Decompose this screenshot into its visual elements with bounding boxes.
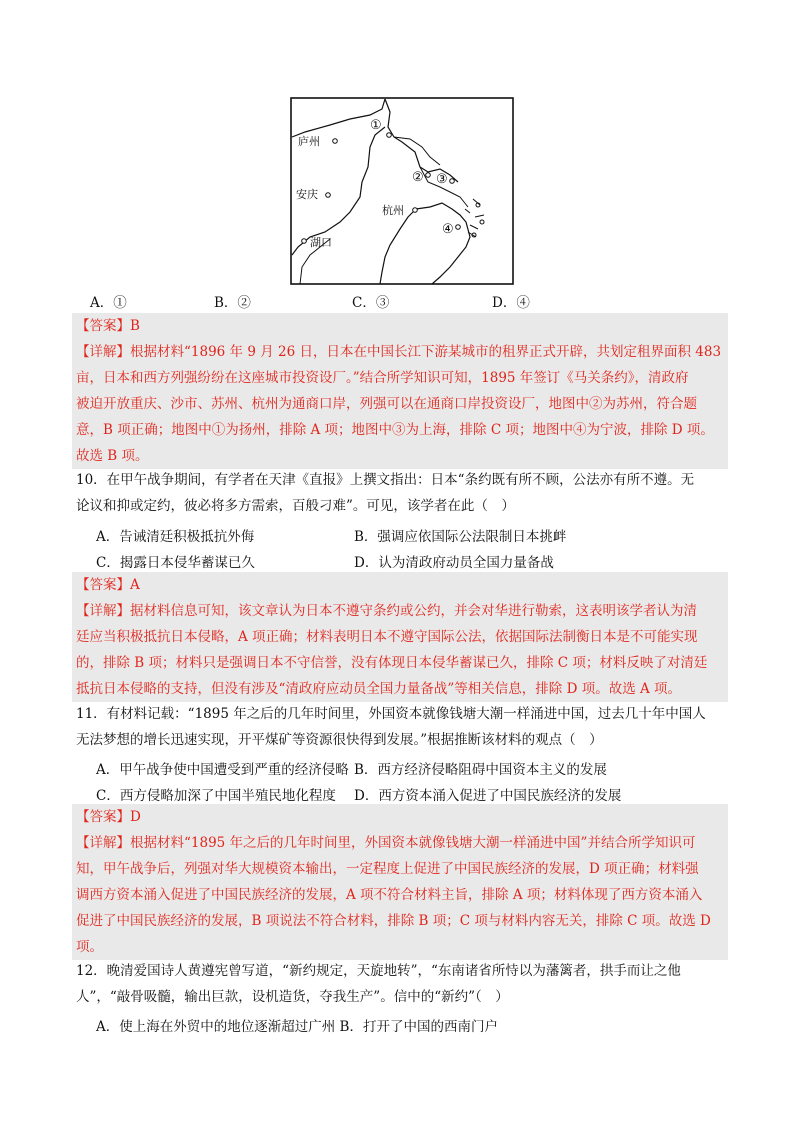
- q12-option-a-b[interactable]: A．使上海在外贸中的地位逐渐超过广州 B．打开了中国的西南门户: [96, 1019, 498, 1035]
- q11-explanation-line: 【详解】根据材料“1895 年之后的几年时间里，外国资本就像钱塘大潮一样涌进中国”并结合所学知识可: [76, 835, 696, 851]
- q9-answer-box: [72, 313, 728, 469]
- label-hangzhou: 杭州: [382, 204, 404, 217]
- q10-option-d[interactable]: D．认为清政府动员全国力量备战: [354, 555, 554, 571]
- point-3-marker: [450, 179, 455, 184]
- hangzhou-marker: [413, 208, 418, 213]
- q12-stem: [76, 958, 726, 1010]
- anqing-marker: [326, 193, 331, 198]
- q12-stem-line: 人”，“敲骨吸髓，输出巨款，设机造货，夺我生产”。信中的“新约”（ ）: [76, 989, 509, 1005]
- q10-option-c[interactable]: C．揭露日本侵华蓄谋已久: [96, 555, 255, 571]
- q10-explanation-line: 抵抗日本侵略的支持，但没有涉及“清政府应动员全国力量备战”等相关信息，排除 D 项。故选 A 项。: [76, 681, 682, 697]
- label-anqing: 安庆: [296, 188, 318, 201]
- q10-answer-label: 【答案】A: [76, 577, 140, 593]
- map-figure: [290, 97, 514, 285]
- q11-answer-label: 【答案】D: [76, 809, 141, 825]
- q11-explanation-line: 调西方资本涌入促进了中国民族经济的发展，A 项不符合材料主旨，排除 A 项；材料体现了西方资本涌入: [76, 887, 703, 903]
- q11-explanation-line: 项。: [76, 939, 103, 955]
- q11-option-b[interactable]: B．西方经济侵略阻碍中国资本主义的发展: [354, 762, 607, 778]
- q12-stem-line: 12．晚清爱国诗人黄遵宪曾写道，“新约规定，天旋地转”，“东南诸省所恃以为藩篱者，拱手而让之他: [76, 963, 681, 979]
- label-point-1: ①: [370, 118, 382, 133]
- label-point-4: ④: [442, 222, 454, 237]
- q9-explanation-line: 亩，日本和西方列强纷纷在这座城市投资设厂。”结合所学知识可知，1895 年签订《马关条约》，清政府: [76, 370, 689, 386]
- label-hukou: 湖口: [310, 236, 332, 249]
- q11-stem-line: 11．有材料记载：“1895 年之后的几年时间里，外国资本就像钱塘大潮一样涌进中国，过去几十年中国人: [76, 706, 706, 722]
- q11-explanation-line: 促进了中国民族经济的发展，B 项说法不符合材料，排除 B 项；C 项与材料内容无关，排除 C 项。故选 D: [76, 913, 711, 929]
- q11-option-a[interactable]: A．甲午战争使中国遭受到严重的经济侵略: [96, 762, 349, 778]
- q11-stem-line: 无法梦想的增长迅速实现，开平煤矿等资源很快得到发展。”根据推断该材料的观点（ ）: [76, 732, 603, 748]
- q10-option-b[interactable]: B．强调应依国际公法限制日本挑衅: [354, 529, 567, 545]
- q10-explanation-line: 廷应当积极抵抗日本侵略，A 项正确；材料表明日本不遵守国际公法，依据国际法制衡日本是不可能实现: [76, 629, 698, 645]
- q9-option-d[interactable]: D．④: [492, 295, 530, 311]
- q10-stem-line: 10．在甲午战争期间，有学者在天津《直报》上撰文指出：日本“条约既有所不顾，公法亦有所不遵。无: [76, 472, 695, 488]
- hukou-marker: [302, 239, 307, 244]
- q10-option-a[interactable]: A．告诫清廷积极抵抗外侮: [96, 529, 255, 545]
- q9-option-c[interactable]: C．③: [352, 295, 390, 311]
- q9-answer-label: 【答案】B: [76, 318, 140, 334]
- q11-stem: [76, 701, 726, 753]
- q11-explanation-line: 知，甲午战争后，列强对华大规模资本输出，一定程度上促进了中国民族经济的发展，D 项正确；材料强: [76, 861, 699, 877]
- point-1-marker: [387, 133, 392, 138]
- q10-explanation-line: 的，排除 B 项；材料只是强调日本不守信誉，没有体现日本侵华蓄谋已久，排除 C 项；材料反映了对清廷: [76, 655, 708, 671]
- q11-answer-box: [72, 804, 728, 960]
- q10-stem: [76, 467, 726, 519]
- q10-explanation-line: 【详解】据材料信息可知，该文章认为日本不遵守条约或公约，并会对华进行勒索，这表明该学者认为清: [76, 603, 697, 619]
- q9-explanation-line: 被迫开放重庆、沙市、苏州、杭州为通商口岸，列强可以在通商口岸投资设厂，地图中②为苏州，符合题: [76, 396, 697, 412]
- label-point-3: ③: [436, 172, 448, 187]
- q10-answer-box: [72, 572, 728, 702]
- q9-option-b[interactable]: B．②: [214, 295, 251, 311]
- point-4-marker: [456, 225, 461, 230]
- q10-stem-line: 论议和抑或定约，彼必将多方需索，百般刁难”。可见，该学者在此（ ）: [76, 498, 515, 514]
- q11-option-d[interactable]: D．西方资本涌入促进了中国民族经济的发展: [354, 788, 622, 804]
- q9-explanation-line: 意，B 项正确；地图中①为扬州，排除 A 项；地图中③为上海，排除 C 项；地图中④为宁波，排除 D 项。: [76, 422, 714, 438]
- q11-option-c[interactable]: C．西方侵略加深了中国半殖民地化程度: [96, 788, 336, 804]
- label-luzhou: 庐州: [298, 135, 320, 148]
- q9-explanation-line: 故选 B 项。: [76, 448, 149, 464]
- luzhou-marker: [333, 139, 338, 144]
- map-frame: [291, 98, 513, 284]
- label-point-2: ②: [412, 170, 424, 185]
- q9-option-a[interactable]: A．①: [90, 295, 127, 311]
- q9-explanation-line: 【详解】根据材料“1896 年 9 月 26 日，日本在中国长江下游某城市的租界正式开辟，共划定租界面积 483: [76, 344, 722, 360]
- q9-options: [90, 291, 710, 313]
- point-2-marker: [426, 173, 431, 178]
